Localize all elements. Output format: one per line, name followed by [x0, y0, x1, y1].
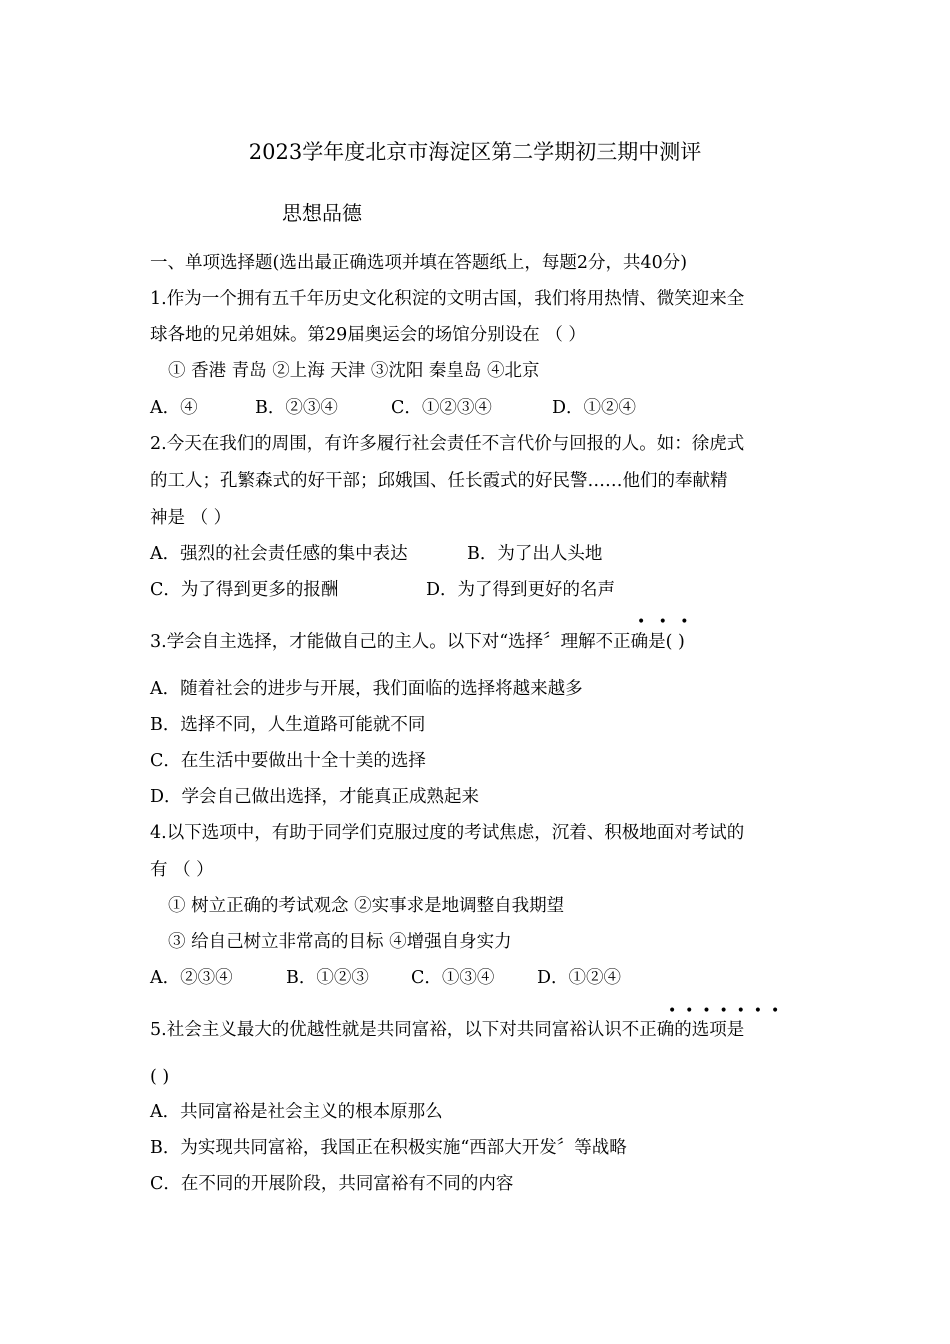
exam-title: 2023学年度北京市海淀区第二学期初三期中测评 [248, 140, 702, 164]
q4-options [150, 966, 621, 990]
q4-items-2: ③ 给自己树立非常高的目标 ④增强自身实力 [168, 932, 512, 952]
q3-option-a: A．随着社会的进步与开展，我们面临的选择将越来越多 [150, 679, 583, 699]
q4-stem-line-1: 4.以下选项中，有助于同学们克服过度的考试焦虑，沉着、积极地面对考试的 [150, 823, 745, 843]
q5-option-c: C．在不同的开展阶段，共同富裕有不同的内容 [150, 1174, 514, 1194]
q5-option-a: A．共同富裕是社会主义的根本原那么 [150, 1102, 443, 1122]
q3-option-c: C．在生活中要做出十全十美的选择 [150, 751, 426, 771]
section-heading: 一、单项选择题(选出最正确选项并填在答题纸上，每题2分，共40分) [150, 253, 688, 273]
q2-options-row-1 [150, 542, 602, 566]
q3-option-b: B．选择不同，人生道路可能就不同 [150, 715, 426, 735]
q2-stem-line-2: 的工人；孔繁森式的好干部；邱娥国、任长霞式的好民警……他们的奉献精 [150, 471, 728, 491]
emphasis-dots: • • • • • • • [668, 1003, 780, 1019]
q3-option-d: D．学会自己做出选择，才能真正成熟起来 [150, 787, 480, 807]
q2-option-c: C．为了得到更多的报酬 [150, 580, 339, 600]
q4-option-a: A．②③④ [150, 968, 233, 988]
q1-option-c: C．①②③④ [391, 398, 492, 418]
subject-title: 思想品德 [282, 201, 362, 225]
q5-option-b: B．为实现共同富裕，我国正在积极实施“西部大开发〞等战略 [150, 1138, 627, 1158]
q1-stem-line-2: 球各地的兄弟姐妹。第29届奥运会的场馆分别设在 （ ） [150, 325, 586, 345]
q1-items: ① 香港 青岛 ②上海 天津 ③沈阳 秦皇岛 ④北京 [168, 361, 540, 381]
q1-options [150, 396, 636, 420]
q2-stem-line-1: 2.今天在我们的周围，有许多履行社会责任不言代价与回报的人。如：徐虎式 [150, 434, 745, 454]
q1-option-d: D．①②④ [552, 398, 637, 418]
q4-option-c: C．①③④ [411, 968, 495, 988]
q4-option-b: B．①②③ [286, 968, 369, 988]
q3-stem: 3.学会自主选择，才能做自己的主人。以下对“选择〞理解不正确是( ) [150, 632, 685, 652]
q4-option-d: D．①②④ [537, 968, 622, 988]
emphasis-dots: • • • [637, 614, 689, 630]
q2-option-b: B．为了出人头地 [467, 544, 603, 564]
q2-option-d: D．为了得到更好的名声 [426, 580, 616, 600]
q1-stem-line-1: 1.作为一个拥有五千年历史文化积淀的文明古国，我们将用热情、微笑迎来全 [150, 289, 745, 309]
q4-stem-line-2: 有 （ ） [150, 860, 214, 880]
q2-option-a: A．强烈的社会责任感的集中表达 [150, 544, 408, 564]
q1-option-b: B．②③④ [255, 398, 338, 418]
q2-stem-line-3: 神是 （ ） [150, 508, 232, 528]
q2-options-row-2 [150, 578, 615, 602]
q1-option-a: A．④ [150, 398, 198, 418]
q5-answer-paren: ( ) [150, 1067, 170, 1087]
q5-stem: 5.社会主义最大的优越性就是共同富裕，以下对共同富裕认识不正确的选项是 [150, 1020, 745, 1040]
q4-items-1: ① 树立正确的考试观念 ②实事求是地调整自我期望 [168, 896, 565, 916]
